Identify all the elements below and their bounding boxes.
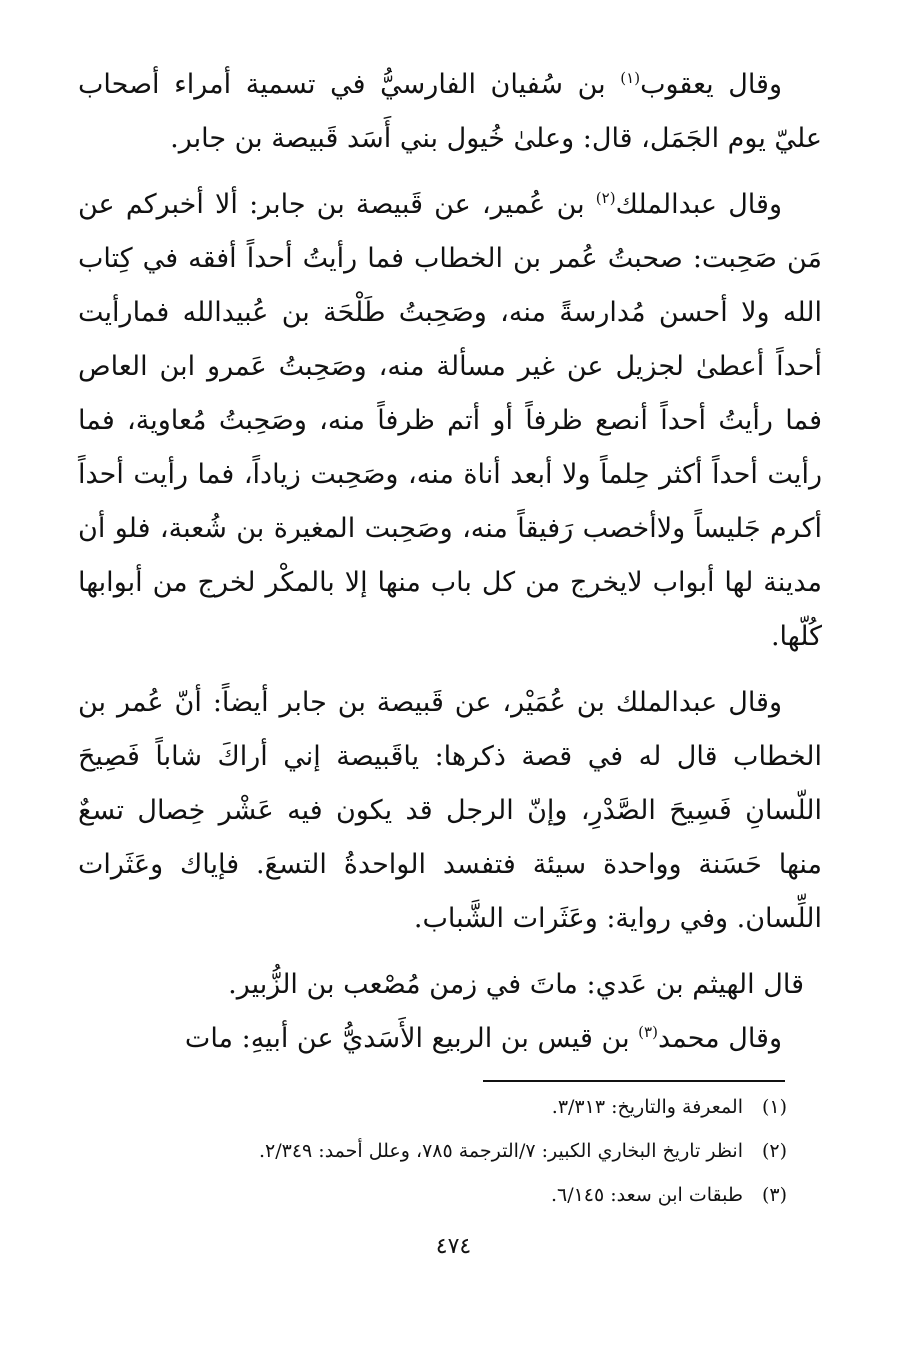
paragraph-5-start: وقال محمد <box>657 1023 782 1054</box>
paragraph-1 <box>78 58 822 166</box>
footnote-3 <box>120 1180 787 1210</box>
paragraph-5 <box>78 1012 822 1066</box>
footnote-1-number: (١) <box>761 1096 787 1118</box>
footnote-2-text: انظر تاريخ البخاري الكبير: ٧/الترجمة ٧٨٥، وعلل أحمد: ٢/٣٤٩. <box>258 1140 743 1162</box>
footnote-1-text: المعرفة والتاريخ: ٣/٣١٣. <box>551 1096 743 1118</box>
paragraph-3 <box>78 676 822 946</box>
paragraph-3-text: وقال عبدالملك بن عُمَيْر، عن قَبيصة بن جابر أيضاً: أنّ عُمر بن الخطاب قال له في قصة ذكرها: ياقَبيصة إني أراكَ شاباً فَصِيحَ اللّسانِ فَسِيحَ الصَّدْرِ، وإنّ الرجل قد يكون فيه عَشْر خِصال تسعٌ منها حَسَنة وواحدة سيئة فتفسد الواحدةُ التسعَ. فإياك وعَثَرات اللِّسان. وفي رواية: وعَثَرات الشَّباب. <box>78 687 822 934</box>
footnote-1 <box>120 1092 787 1122</box>
footnote-marker-1[interactable]: (١) <box>620 69 641 87</box>
footnote-2-number: (٢) <box>761 1140 787 1162</box>
paragraph-2-rest: بن عُمير، عن قَبيصة بن جابر: ألا أخبركم عن مَن صَحِبت: صحبتُ عُمر بن الخطاب فما رأيتُ أحداً أفقه في كِتاب الله ولا أحسن مُدارسةً منه، وصَحِبتُ طَلْحَة بن عُبيدالله فمارأيت أحداً أعطىٰ لجزيل عن غير مسألة منه، وصَحِبتُ عَمرو ابن العاص فما رأيتُ أحداً أنصع ظرفاً أو أتم ظرفاً منه، وصَحِبتُ مُعاوية، فما رأيت أحداً أكثر حِلماً ولا أبعد أناة منه، وصَحِبت زياداً، فما رأيت أحداً أكرم جَليساً ولاأخصب رَفيقاً منه، وصَحِبت المغيرة بن شُعبة، فلو أن مدينة لها أبواب لايخرج من كل باب منها إلا بالمكْر لخرج من أبوابها كُلّها. <box>78 189 822 652</box>
footnote-3-number: (٣) <box>761 1184 787 1206</box>
paragraph-4 <box>78 958 822 1012</box>
footnote-marker-3[interactable]: (٣) <box>638 1023 658 1041</box>
paragraph-2 <box>78 178 822 664</box>
footnote-separator <box>483 1080 785 1082</box>
footnote-marker-2[interactable]: (٢) <box>595 189 616 207</box>
page-number: ٤٧٤ <box>435 1234 472 1259</box>
paragraph-1-start: وقال يعقوب <box>640 69 783 100</box>
paragraph-1-rest: بن سُفيان الفارسيُّ في تسمية أمراء أصحاب عليّ يوم الجَمَل، قال: وعلىٰ خُيول بني أَسَد قَبيصة بن جابر. <box>78 69 822 154</box>
main-text <box>78 58 822 1078</box>
footnote-2 <box>120 1136 787 1166</box>
paragraph-4-text: قال الهيثم بن عَدي: ماتَ في زمن مُصْعب بن الزُّبير. <box>228 969 804 1000</box>
paragraph-2-start: وقال عبدالملك <box>615 189 782 220</box>
footnotes <box>120 1092 787 1224</box>
paragraph-5-rest: بن قيس بن الربيع الأَسَديُّ عن أبيهِ: مات <box>184 1023 639 1054</box>
footnote-3-text: طبقات ابن سعد: ٦/١٤٥. <box>550 1184 743 1206</box>
